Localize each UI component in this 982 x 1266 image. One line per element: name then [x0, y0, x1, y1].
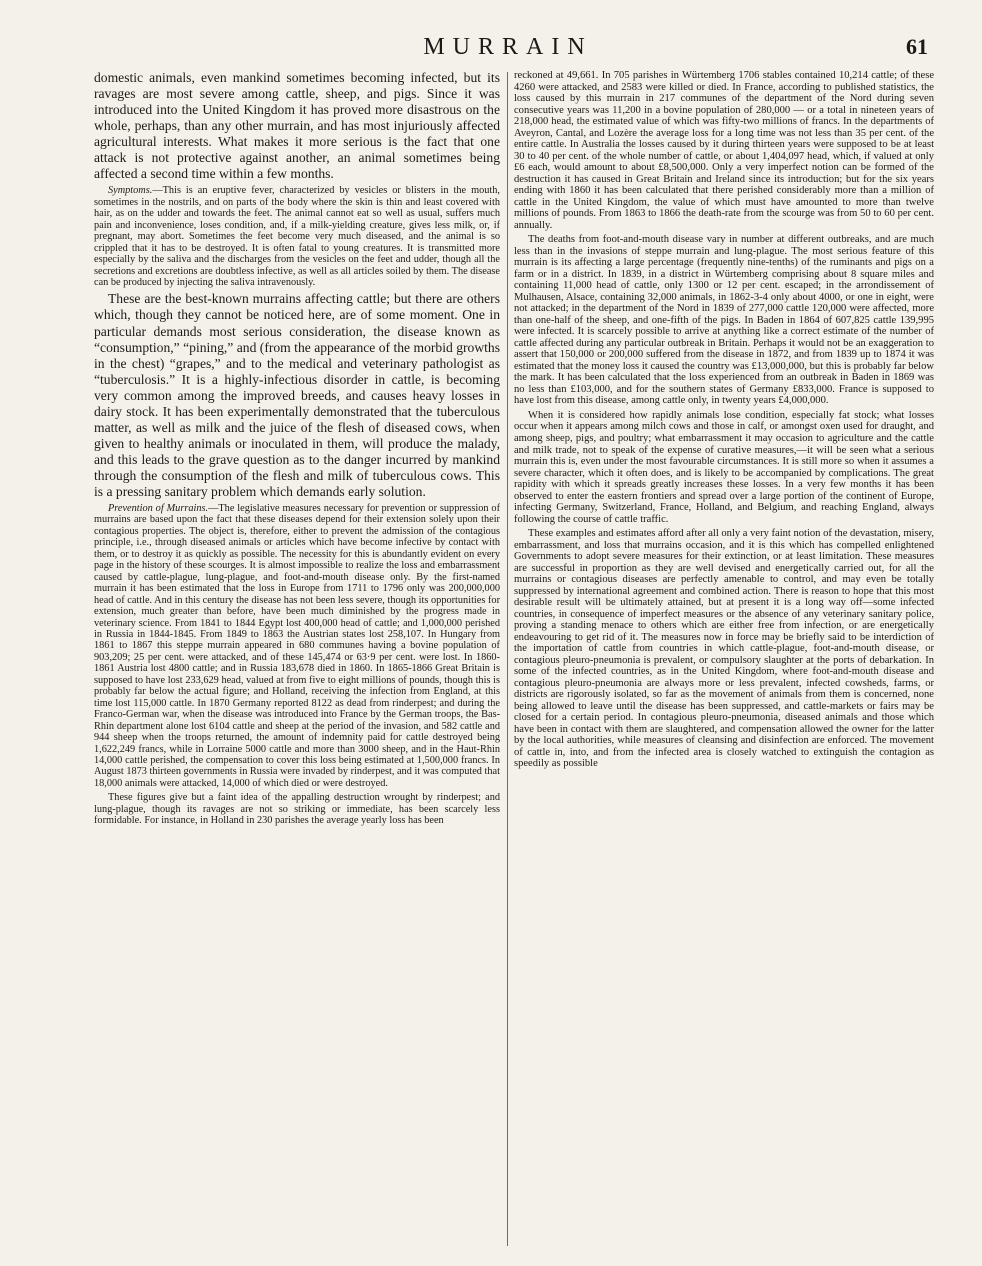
paragraph: When it is considered how rapidly animals lose condition, especially fat stock; what losses occur when it appears among milch cows and those in calf, or amongst oxen used for draught, and among sheep, pigs, and poultry; what embarrassment it may occasion to agriculture and the cattle and milk trade, not to speak of the expense of curative measures,—it will be seen what a serious murrain this is, even under the most favourable circumstances. It is still more so when it assumes a severe character, which it often does, and is likely to be accompanied by complications. The great rapidity with which it spreads greatly increases these losses. In a very few months it has been observed to enter the eastern frontiers and spread over a large portion of the continent of Europe, infecting Germany, Switzerland, France, Holland, and Belgium, and reaching England, always following the course of cattle traffic. [514, 409, 934, 525]
left-column [94, 70, 500, 1248]
paragraph: The deaths from foot-and-mouth disease vary in number at different outbreaks, and are much less than in the invasions of steppe murrain and lung-plague. The most serious feature of this murrain is its affecting a large percentage (frequently nine-tenths) of the ruminants and pigs on a farm or in a district. In 1839, in a district in Würtemberg comprising about 8 square miles and containing 11,000 head of cattle, only 1300 or 12 per cent. escaped; in the arrondissement of Mulhausen, Alsace, containing 32,000 animals, in 1862-3-4 only about 4000, or one in eight, were not attacked; in the department of the Nord in 1839 of 277,000 cattle 120,000 were affected, more than one-half of the sheep, and one-fifth of the pigs. In Baden in 1864 of 607,825 cattle 139,995 were infected. It is scarcely possible to arrive at anything like a correct estimate of the number of cattle affected during any particular outbreak in Britain. Perhaps it would not be an exaggeration to assert that 150,000 or 200,000 suffered from the disease in 1872, and from 1839 up to 1874 it was estimated that the money loss it caused the country was £13,000,000, but this is probably far below the mark. It has been calculated that the loss experienced from an outbreak in Baden in 1869 was no less than £103,000, and for the southern states of Germany £833,000. France is supposed to have lost from this disease, among cattle only, in twenty years £4,000,000. [514, 234, 934, 407]
paragraph: reckoned at 49,661. In 705 parishes in Würtemberg 1706 stables contained 10,214 cattle; of these 4260 were attacked, and 2583 were killed or died. In France, according to published statistics, the loss caused by this murrain in 217 communes of the department of the Nord during seven consecutive years was 11,200 in a bovine population of 280,000 — or a total in nineteen years of 218,000 head, the estimated value of which was fifty-two millions of francs. In the departments of Aveyron, Cantal, and Lozère the average loss for a long time was not less than 35 per cent. of the entire cattle. In Australia the losses caused by it during thirteen years were supposed to be at least 30 to 40 per cent. of the whole number of cattle, or about 1,404,097 head, which, if valued at only £6 each, would amount to about £8,500,000. Only a very imperfect notion can be formed of the destruction it has caused in Great Britain and Ireland since its introduction; but for the six years ending with 1860 it has been calculated that there perished considerably more than a million of cattle in the United Kingdom, the value of which must have amounted to more than twelve millions of pounds. From 1863 to 1866 the death-rate from the scourge was from 50 to 60 per cent. annually. [514, 70, 934, 231]
right-column [514, 70, 934, 1248]
paragraph [94, 503, 500, 789]
running-head [88, 34, 928, 64]
paragraph: These are the best-known murrains affecting cattle; but there are others which, though they cannot be noticed here, are of some moment. One in particular demands most serious consideration, the disease known as “consumption,” “pining,” and (from the appearance of the morbid growths in the chest) “grapes,” and to the medical and veterinary pathologist as “tuberculosis.” It is a highly-infectious disorder in cattle, is becoming very common among the improved breeds, and causes heavy losses in dairy stock. It has been experimentally demonstrated that the tuberculous matter, as well as milk and the juice of the flesh of diseased cows, when given to healthy animals or inoculated in them, will produce the malady, and this leads to the grave question as to the danger incurred by mankind through the consumption of the flesh and milk of tuberculous cows. This is a pressing sanitary problem which demands early solution. [94, 291, 500, 499]
paragraph-text: —This is an eruptive fever, characterized by vesicles or blisters in the mouth, sometimes in the nostrils, and on parts of the body where the skin is thin and least covered with hair, as on the udder and towards the feet. The animal cannot eat so well as usual, suffers much pain and inconvenience, loses condition, and, if a milk-yielding creature, gives less milk, or, if pregnant, may abort. Sometimes the feet become very much diseased, and the animal is so crippled that it has to be destroyed. It is often fatal to young creatures. It is transmitted more especially by the saliva and the discharges from the vesicles on the feet and udder, though all the secretions and excretions are doubtless infective, as well as all articles soiled by them. The disease can be produced by injecting the saliva intravenously. [94, 185, 500, 288]
page-number: 61 [906, 34, 928, 59]
section-heading: Symptoms. [108, 185, 153, 197]
column-divider [507, 72, 508, 1246]
paragraph: These examples and estimates afford after all only a very faint notion of the devastation, misery, embarrassment, and loss that murrains occasion, and it is this which has compelled enlightened Governments to adopt severe measures for their extinction, or at least limitation. These measures are successful in proportion as they are well devised and energetically carried out, for all the murrains or contagious diseases are perfectly amenable to control, and may even be totally suppressed by international agreement and combined action. There is reason to hope that this most desirable result will be ultimately attained, but at present it is a long way off—some infected countries, in consequence of imperfect measures or the absence of any veterinary sanitary police, proving a standing menace to others which are either free from infection, or are energetically endeavouring to get rid of it. The measures now in force may be briefly said to be interdiction of the importation of cattle from countries in which cattle-plague, foot-and-mouth disease, or contagious pleuro-pneumonia is prevalent, or compulsory slaughter at the ports of debarkation. In some of the infected countries, as in the United Kingdom, where foot-and-mouth disease and contagious pleuro-pneumonia are always more or less prevalent, infected cowsheds, farms, or districts are rigorously isolated, so far as the movement of animals from them is concerned, none being allowed to leave until the disease has been suppressed, and cattle-markets or fairs may be closed for a certain period. In contagious pleuro-pneumonia, diseased animals and those which have been in contact with them are slaughtered, and compensation allowed the owner for the latter by the local authorities, while measures of cleansing and disinfection are enforced. The movement of cattle in, into, and from the infected area is closely watched to extinguish the contagion as speedily as possible [514, 528, 934, 770]
paragraph [94, 185, 500, 288]
paragraph: domestic animals, even mankind sometimes becoming infected, but its ravages are most severe among cattle, sheep, and pigs. Since it was introduced into the United Kingdom it has proved more disastrous on the whole, perhaps, than any other murrain, and has most injuriously affected agricultural interests. What makes it more serious is the fact that one attack is not protective against another, an animal sometimes being affected a second time within a few months. [94, 70, 500, 182]
section-heading: Prevention of Murrains. [108, 503, 209, 515]
paragraph: These figures give but a faint idea of the appalling destruction wrought by rinderpest; and lung-plague, though its ravages are not so striking or immediate, has been scarcely less formidable. For instance, in Holland in 230 parishes the average yearly loss has been [94, 792, 500, 827]
page-title: MURRAIN [423, 34, 593, 60]
paragraph-text: —The legislative measures necessary for prevention or suppression of murrains are based upon the fact that these diseases depend for their extension solely upon their contagious properties. The object is, therefore, either to prevent the admission of the contagious principle, i.e., through diseased animals or articles which have become infective by contact with them, or to destroy it as quickly as possible. The necessity for this is abundantly evident on every page in the history of these scourges. It is almost impossible to realize the loss and embarrassment caused by cattle-plague, lung-plague, and foot-and-mouth disease only. By the first-named murrain it has been estimated that the loss in Europe from 1711 to 1796 only was 200,000,000 head of cattle. And in this century the disease has not been less severe, though its opportunities for extension, much greater than before, have been much diminished by the progress made in veterinary science. From 1841 to 1844 Egypt lost 400,000 head of cattle; and 1,000,000 perished in Russia in 1844-1845. From 1849 to 1863 the Austrian states lost 258,107. In Hungary from 1861 to 1867 this steppe murrain appeared in 680 communes having a bovine population of 903,209; 25 per cent. were attacked, and of these 145,474 or 63·9 per cent. were lost. In 1860-1861 Austria lost 4800 cattle; and in Russia 183,678 died in 1860. In 1865-1866 Great Britain is supposed to have lost 233,629 head, valued at from five to eight millions of pounds, though this is probably far below the actual figure; and Holland, receiving the infection from England, at this time lost 115,000 cattle. In 1870 Germany reported 8122 as dead from rinderpest; and during the Franco-German war, when the disease was introduced into France by the German troops, the Bas-Rhin department alone lost 6104 cattle and sheep at the period of the invasion, and 582 cattle and 944 sheep when the troops returned, the amount of indemnity paid for cattle destroyed being 1,622,249 francs, while in Lorraine 5000 cattle and more than 3000 sheep, and in the Haut-Rhin 14,000 cattle perished, the compensation to cover this loss being estimated at 1,500,000 francs. In August 1873 thirteen governments in Russia were invaded by rinderpest, and it was computed that 18,000 animals were attacked, 14,000 of which died or were destroyed. [94, 503, 500, 789]
